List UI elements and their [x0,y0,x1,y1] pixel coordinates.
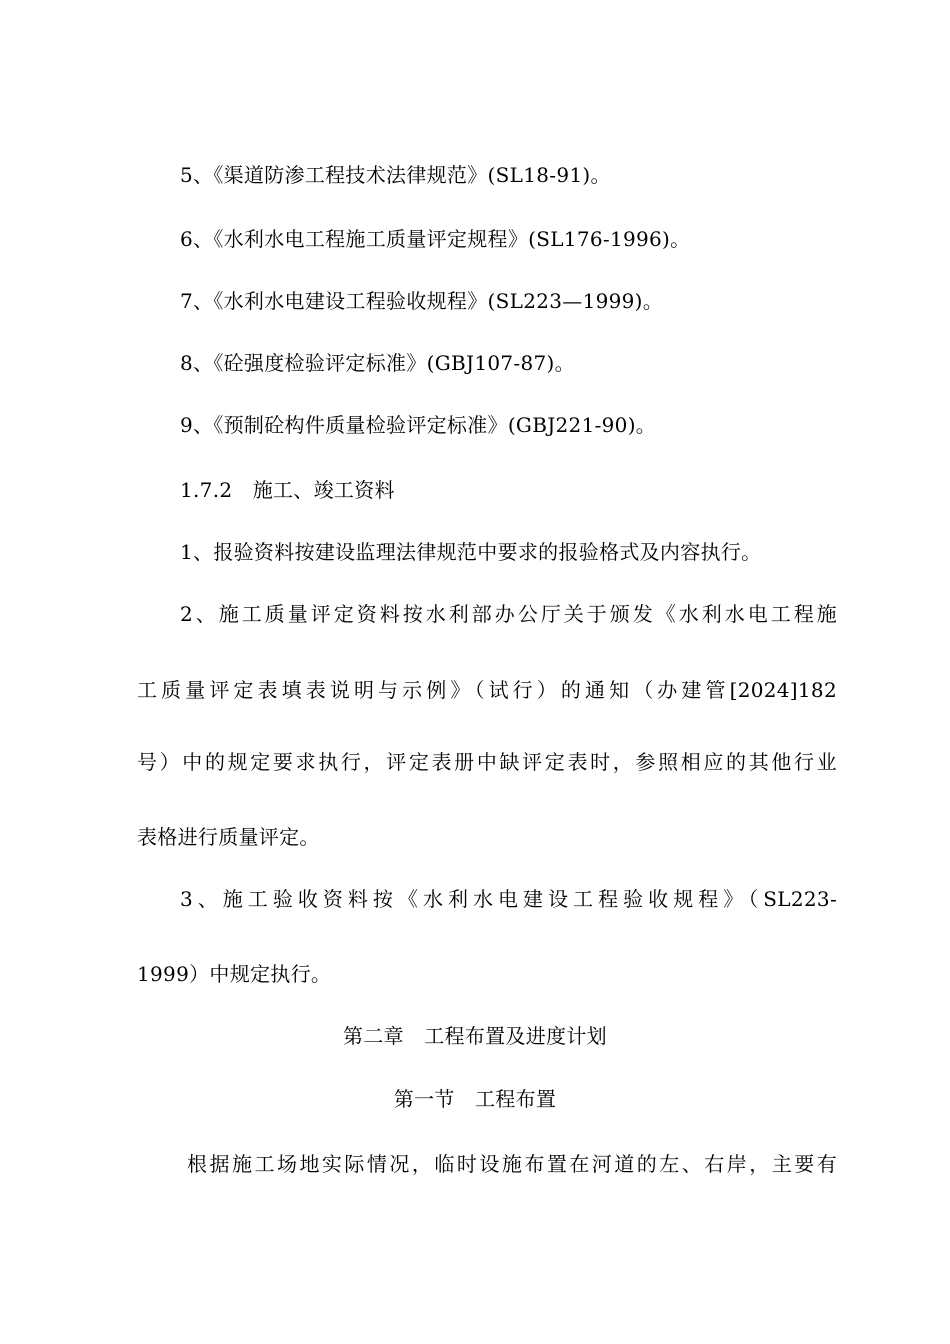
section-heading: 1.7.2 施工、竣工资料 [180,478,395,502]
body-paragraph: 根据施工场地实际情况，临时设施布置在河道的左、右岸，主要有 [187,1152,837,1176]
completion-item-3-line-2: 1999）中规定执行。 [137,962,332,986]
completion-item-3-line-1: 3、施工验收资料按《水利水电建设工程验收规程》（SL223- [180,887,837,911]
completion-item-1: 1、报验资料按建设监理法律规范中要求的报验格式及内容执行。 [180,540,762,564]
completion-item-2-line-2: 工质量评定表填表说明与示例》（试行）的通知（办建管[2024]182 [137,678,837,702]
reference-item-6: 6、《水利水电工程施工质量评定规程》(SL176-1996)。 [180,227,691,251]
reference-item-5: 5、《渠道防渗工程技术法律规范》(SL18-91)。 [180,163,611,187]
reference-item-8: 8、《砼强度检验评定标准》(GBJ107-87)。 [180,351,575,375]
completion-item-2-line-3: 号）中的规定要求执行，评定表册中缺评定表时，参照相应的其他行业 [137,750,837,774]
reference-item-7: 7、《水利水电建设工程验收规程》(SL223—1999)。 [180,289,664,313]
section-title: 第一节 工程布置 [393,1087,557,1111]
completion-item-2-line-4: 表格进行质量评定。 [137,825,320,849]
chapter-title: 第二章 工程布置及进度计划 [343,1024,607,1048]
reference-item-9: 9、《预制砼构件质量检验评定标准》(GBJ221-90)。 [180,413,657,437]
completion-item-2-line-1: 2、施工质量评定资料按水利部办公厅关于颁发《水利水电工程施 [180,602,837,626]
